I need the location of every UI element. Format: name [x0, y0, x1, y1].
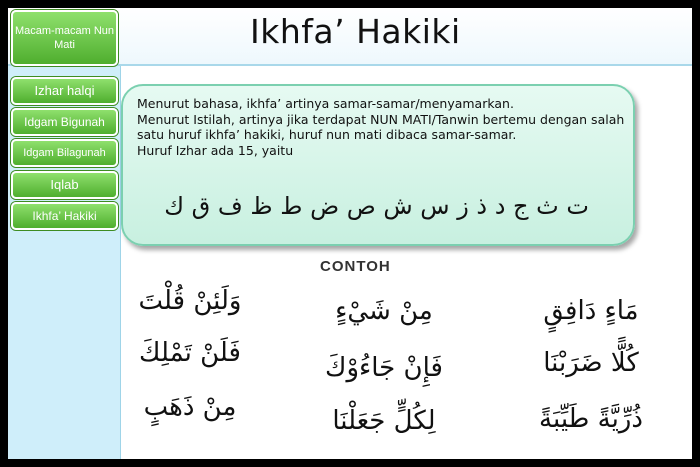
- example-left-3: مِنْ ذَهَبٍ: [143, 392, 237, 422]
- nav-button-izhar-halqi[interactable]: Izhar halqi: [11, 77, 118, 105]
- definition-line-bahasa: Menurut bahasa, ikhfa’ artinya samar-samar/menyamarkan.: [137, 96, 514, 111]
- example-right-1: مَاءٍ دَافِقٍ: [543, 296, 639, 326]
- menu-button-main[interactable]: [11, 10, 118, 66]
- definition-box: [121, 84, 635, 246]
- contoh-heading: CONTOH: [320, 258, 391, 275]
- ikhfa-letters: ت ث ج د ذ ز س ش ص ض ط ظ ف ق ك: [164, 192, 589, 220]
- nav-button-ikhfa-hakiki[interactable]: Ikhfa’ Hakiki: [11, 202, 118, 230]
- example-mid-3: لِكُلٍّ جَعَلْنَا: [332, 406, 436, 436]
- slide: [8, 8, 692, 459]
- definition-line-huruf: Huruf Izhar ada 15, yaitu: [137, 142, 294, 158]
- page-title: Ikhfa’ Hakiki: [250, 12, 461, 51]
- nav-button-iqlab[interactable]: Iqlab: [11, 171, 118, 199]
- example-right-2: كُلًّا ضَرَبْنَا: [543, 348, 639, 378]
- example-mid-2: فَإِنْ جَاءُوْكَ: [325, 353, 443, 383]
- example-mid-1: مِنْ شَيْءٍ: [335, 296, 433, 326]
- nav-button-idgam-bigunah[interactable]: Idgam Bigunah: [11, 108, 118, 136]
- example-right-3: ذُرِّيَّةً طَيِّبَةً: [539, 404, 643, 434]
- sidebar: [8, 8, 121, 459]
- definition-line-istilah: Menurut Istilah, artinya jika terdapat NUN MATI/Tanwin bertemu dengan salah satu huruf ikhfa’ hakiki, huruf nun mati dibaca samar-samar.: [137, 111, 625, 142]
- example-left-1: وَلَئِنْ قُلْتَ: [138, 286, 242, 316]
- definition-text: [137, 96, 625, 158]
- example-left-2: فَلَنْ تَمْلِكَ: [139, 338, 241, 368]
- menu-button-main-label: Macam-macam Nun Mati: [14, 25, 115, 51]
- nav-button-idgam-bilagunah[interactable]: Idgam Bilagunah: [11, 139, 118, 167]
